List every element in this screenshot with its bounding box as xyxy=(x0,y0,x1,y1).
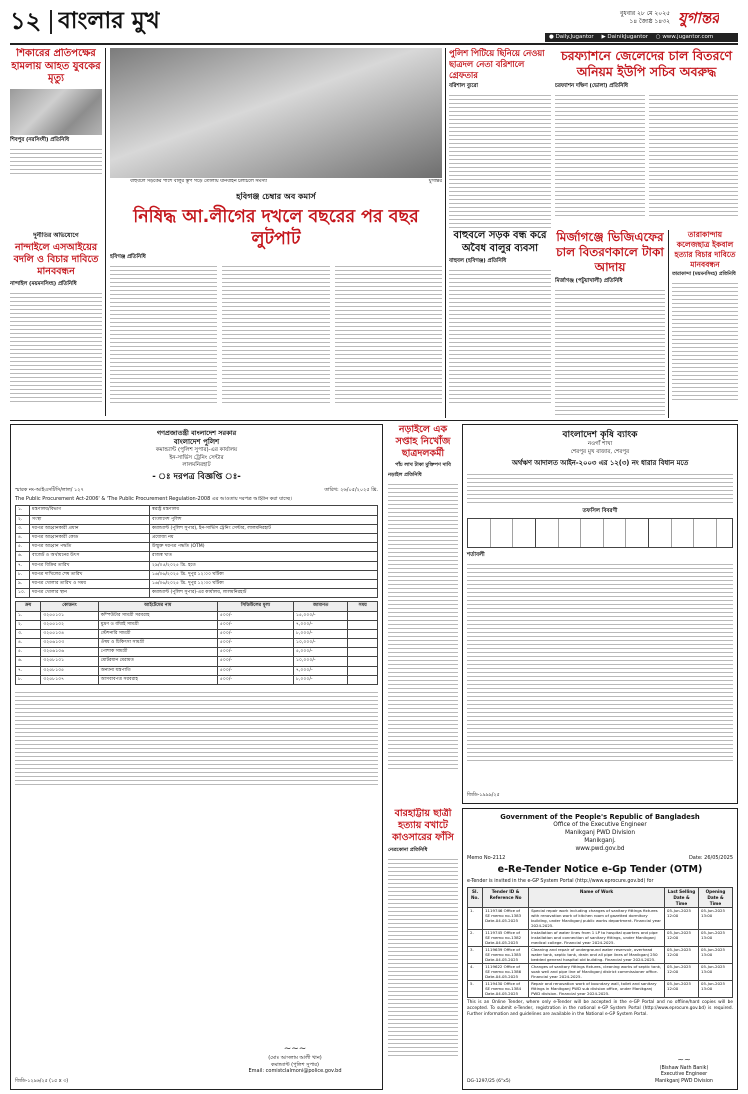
table-row xyxy=(16,589,378,598)
story-charfasson-byline: চরফ্যাশন দক্ষিণ (ভোলা) প্রতিনিধি xyxy=(555,83,628,89)
lead-body-col-2 xyxy=(222,263,329,403)
table-cell: ৩২৫৬১০৬ xyxy=(41,648,98,657)
ad-krishi-table xyxy=(467,518,733,548)
table-cell: কমান্ড্যান্ট (পুলিশ সুপার), ইন-সার্ভিস ট্রেনিং সেন্টার, লালমনিরহাট xyxy=(150,524,378,533)
ad-pwd-table xyxy=(467,887,733,998)
table-cell: 05-Jun-2025 12:00 xyxy=(665,908,699,930)
table-cell: 05-Jun-2025 13:00 xyxy=(699,981,733,998)
ad-police-memo: স্মারক নং-আইএসটিসি/লাল/ ১২৭ xyxy=(15,486,84,493)
table-cell: স্বরাষ্ট্র মন্ত্রণালয় xyxy=(150,506,378,515)
table-cell: Repair and renovation work of boundary wall, toilet and sanitary fittings in Manikganj PWD sub division office, under Manikganj PWD division. Financial year 2024-2025. xyxy=(529,981,665,998)
ad-police-org: বাংলাদেশ পুলিশ xyxy=(173,437,220,446)
story-bahubal xyxy=(449,230,551,418)
table-cell: ৮. xyxy=(16,675,41,684)
story-narail-byline: নড়াইল প্রতিনিধি xyxy=(388,471,422,478)
ad-police-title: - ঃ দরপত্র বিজ্ঞপ্তি ঃ- xyxy=(152,472,241,483)
table-cell: ৫০০/- xyxy=(217,648,293,657)
story-police-headline: পুলিশ পিটিয়ে ছিনিয়ে নেওয়া ছাত্রদল নেতা বরিশালে গ্রেফতার xyxy=(449,48,545,80)
table-row xyxy=(16,639,378,648)
ad-krishi-terms xyxy=(467,561,733,761)
table-cell: 1119639 Office of SE memo no-1385 Date-04.05.2025 xyxy=(483,947,529,964)
masthead-social-bar xyxy=(545,33,738,42)
table-cell: ৭,০০০/- xyxy=(293,666,348,675)
table-row xyxy=(16,534,378,543)
story-mirzaganj-body xyxy=(555,287,665,417)
lead-byline: হবিগঞ্জ প্রতিনিধি xyxy=(110,253,146,260)
youtube-icon[interactable]: ▶ xyxy=(601,34,606,40)
table-cell: ৫০০/- xyxy=(217,657,293,666)
mid-rule-2 xyxy=(668,230,669,418)
story-nandail-byline: নান্দাইল (ময়মনসিংহ) প্রতিনিধি xyxy=(10,281,77,288)
table-cell: ৮,০০০/- xyxy=(293,675,348,684)
table-header-row xyxy=(16,602,378,611)
table-cell xyxy=(348,648,378,657)
social-handle-2[interactable]: DainikJugantor xyxy=(607,34,648,40)
table-row xyxy=(16,611,378,620)
ad-police-district: লালমনিরহাট xyxy=(182,462,211,469)
table-cell: মন্ত্রণালয়/বিভাগ xyxy=(30,506,150,515)
lead-photo-caption: বাহুবলে সড়কের পাশে বালুর স্তূপ গড়ে তোলায় যানবাহন চলাচলে সমস্যা xyxy=(130,179,268,184)
story-nandail xyxy=(10,232,102,412)
table-cell: রাজস্ব খাত xyxy=(150,552,378,561)
date-line-2: ১৪ জ্যৈষ্ঠ ১৪৩২ xyxy=(629,18,670,25)
table-header-cell: কোডনং xyxy=(41,602,98,611)
table-cell: ৩. xyxy=(16,524,30,533)
table-row xyxy=(16,675,378,684)
table-cell: পোশাক সামগ্রী xyxy=(98,648,217,657)
ad-police-gov: গণপ্রজাতন্ত্রী বাংলাদেশ সরকার xyxy=(156,429,237,437)
table-cell: ৭. xyxy=(16,666,41,675)
table-cell: ২. xyxy=(16,620,41,629)
table-cell: দরপত্র দাখিলের শেষ তারিখ xyxy=(30,570,150,579)
table-cell: 1119622 Office of SE memo no-1386 Date-04.05.2025 xyxy=(483,964,529,981)
story-charfasson-body xyxy=(555,92,738,216)
story-police xyxy=(449,48,551,228)
table-cell: ৫০০/- xyxy=(217,675,293,684)
table-cell: কম্পিউটার সামগ্রী সরবরাহ xyxy=(98,611,217,620)
table-row xyxy=(16,570,378,579)
lead-kicker: হবিগঞ্জ চেম্বার অব কমার্স xyxy=(236,192,316,201)
story-charfasson-col-2 xyxy=(649,92,739,216)
table-cell: ৭,০০০/- xyxy=(293,620,348,629)
table-cell xyxy=(348,657,378,666)
ad-pwd-tender xyxy=(462,808,738,1090)
table-cell: প্রযোজ্য নয় xyxy=(150,534,378,543)
story-charfasson xyxy=(555,48,738,228)
story-tarakanda-headline: তারাকান্দায় কলেজছাত্র ইকবাল হত্যার বিচার দাবিতে মানববন্ধন xyxy=(674,230,736,269)
table-cell: অন্যান্য যন্ত্রপাতি xyxy=(98,666,217,675)
table-cell: ৫. xyxy=(16,543,30,552)
table-cell: ৮,০০০/- xyxy=(293,629,348,638)
table-cell: কমান্ড্যান্ট (পুলিশ সুপার)-এর কার্যালয়, লালমনিরহাট xyxy=(150,589,378,598)
table-header-cell: Opening Date & Time xyxy=(699,888,733,908)
left-column-rule xyxy=(105,48,106,416)
table-cell: বাজেট ও অর্থায়নের উৎস xyxy=(30,552,150,561)
table-cell: 05-Jun-2025 12:00 xyxy=(665,981,699,998)
table-cell: 05-Jun-2025 13:00 xyxy=(699,930,733,947)
table-cell: 05-Jun-2025 12:00 xyxy=(665,930,699,947)
story-barahatia-byline: নেত্রকোনা প্রতিনিধি xyxy=(388,847,428,853)
table-cell: ১০,০০০/- xyxy=(293,639,348,648)
story-barahatia xyxy=(388,808,458,1090)
table-cell: 5. xyxy=(468,981,483,998)
ad-police-email: Email: comistclalmoni@police.gov.bd xyxy=(248,1068,342,1075)
ad-pwd-division: Manikganj PWD Division xyxy=(564,829,636,836)
table-cell: 4. xyxy=(468,964,483,981)
table-cell: ৩২৫৫১০১ xyxy=(41,611,98,620)
table-cell: ৫. xyxy=(16,648,41,657)
table-cell: ৮. xyxy=(16,570,30,579)
story-tarakanda xyxy=(672,230,738,418)
table-cell xyxy=(348,675,378,684)
ad-pwd-signer-title: Executive Engineer xyxy=(660,1072,708,1078)
ad-krishi-sub1: নওগাঁ শাখা xyxy=(587,441,613,448)
table-cell: দরপত্র খোলার স্থান xyxy=(30,589,150,598)
table-cell: দরপত্র আহ্বান পদ্ধতি xyxy=(30,543,150,552)
jugantor-logo: যুগান্তর xyxy=(678,9,720,27)
table-cell: ৩২৫৫১০৪ xyxy=(41,629,98,638)
table-header-cell: Name of Work xyxy=(529,888,665,908)
ad-police-terms xyxy=(15,689,378,785)
table-header-cell: Last Selling Date & Time xyxy=(665,888,699,908)
table-cell xyxy=(348,639,378,648)
ad-police-tender xyxy=(10,424,383,1090)
ad-krishi-note: শর্তাবলী xyxy=(467,551,485,558)
table-cell: 2. xyxy=(468,930,483,947)
table-row xyxy=(16,657,378,666)
table-cell: দরপত্র বিক্রির তারিখ xyxy=(30,561,150,570)
table-header-cell: সময় xyxy=(348,602,378,611)
lead-photo xyxy=(110,48,442,188)
ad-krishi-table-title: তফসিল বিবরণী xyxy=(582,508,618,515)
table-row xyxy=(16,561,378,570)
table-cell: Cleaning and repair of underground water reservoir, overhead water tank, septic tank, drain and all pipe lines of Manikganj 250 bedded general hospital old building. Financial year 2024-2025. xyxy=(529,947,665,964)
story-hamla xyxy=(10,48,102,176)
ad-pwd-office: Office of the Executive Engineer xyxy=(553,822,647,829)
table-row xyxy=(468,947,733,964)
ad-krishi-title: বাংলাদেশ কৃষি ব্যাংক xyxy=(562,430,638,440)
table-cell: দরপত্র আহ্বানকারী প্রধান xyxy=(30,524,150,533)
facebook-icon[interactable]: ● xyxy=(549,34,554,40)
table-header-cell: আইটেমের নাম xyxy=(98,602,217,611)
story-bahubal-headline: বাহুবলে সড়ক বন্ধ করে অবৈধ বালুর ব্যবসা xyxy=(453,230,547,254)
table-cell: ৫০০/- xyxy=(217,639,293,648)
table-row xyxy=(16,666,378,675)
story-mirzaganj-headline: মির্জাগঞ্জে ভিজিএফের চাল বিতরণকালে টাকা আদায় xyxy=(556,230,664,274)
ad-pwd-web[interactable]: www.pwd.gov.bd xyxy=(575,845,625,852)
story-charfasson-col-1 xyxy=(555,92,645,216)
table-cell: ৭. xyxy=(16,561,30,570)
table-cell: ১৬/০৬/২০২৫ খ্রি. দুপুর ১২:০০ ঘটিকা xyxy=(150,570,378,579)
table-cell xyxy=(348,629,378,638)
table-row xyxy=(16,620,378,629)
ad-pwd-title: e-Re-Tender Notice e-Gp Tender (OTM) xyxy=(497,864,703,876)
table-cell: ৩২৫৬১০৩ xyxy=(41,639,98,648)
story-hamla-photo xyxy=(10,89,102,135)
story-narail-headline: নড়াইলে এক সপ্তাহ নিখোঁজ ছাত্রদলকর্মী xyxy=(395,424,451,459)
section-rule xyxy=(10,420,738,421)
ad-pwd-signer-place: Manikganj PWD Division xyxy=(655,1078,713,1084)
ad-krishi-intro xyxy=(467,471,733,505)
table-cell: ৩২৫৮১০১ xyxy=(41,657,98,666)
table-cell: 1. xyxy=(468,908,483,930)
story-nandail-body xyxy=(10,290,102,405)
social-handle-1[interactable]: Daily.Jugantor xyxy=(555,34,594,40)
story-police-body xyxy=(449,92,551,228)
table-row xyxy=(468,964,733,981)
table-header-cell: ক্রম xyxy=(16,602,41,611)
lead-body xyxy=(110,263,442,403)
ad-police-info-table xyxy=(15,505,378,598)
table-cell: আসবাবপত্র সরবরাহ xyxy=(98,675,217,684)
table-row xyxy=(16,543,378,552)
story-hamla-body xyxy=(10,146,102,176)
table-cell: ৬. xyxy=(16,552,30,561)
ad-police-items-table xyxy=(15,601,378,685)
table-row xyxy=(16,579,378,588)
page-number: ১২ xyxy=(10,7,42,35)
table-cell: ৫০০/- xyxy=(217,611,293,620)
masthead-rule xyxy=(10,43,738,45)
table-row xyxy=(468,981,733,998)
table-cell: ৫০০/- xyxy=(217,666,293,675)
table-cell: 3. xyxy=(468,947,483,964)
ad-krishi-sub2: শেরপুর মুখ বাজার, শেরপুর xyxy=(570,448,630,455)
table-header-cell: Tender ID & Reference No xyxy=(483,888,529,908)
ad-krishi-ref: জিডি-১৯৯৯/২৫ xyxy=(467,792,500,798)
table-cell: ১৬/০৬/২০২৫ খ্রি. দুপুর ১২:৩০ ঘটিকা xyxy=(150,579,378,588)
table-row xyxy=(16,506,378,515)
table-cell: ৫০০/- xyxy=(217,629,293,638)
table-row xyxy=(468,908,733,930)
story-narail xyxy=(388,424,458,804)
table-cell: স্টেশনারি সামগ্রী xyxy=(98,629,217,638)
ad-pwd-footer: This is an Online Tender, where only e-Tender will be accepted in the e-GP Portal and no offline/hard copies will be accepted. To submit e-Tender, registration in the national e-GP System Portal (http://www.eprocure.gov.bd) is required. Further information and guidelines are available in the National e-GP System Portal. xyxy=(467,1000,733,1018)
ad-krishi-heading: অর্থঋণ আদালত আইন-২০০৩ এর ১২(৩) নং ধারার বিধান মতে xyxy=(511,458,689,467)
table-cell xyxy=(348,666,378,675)
table-cell: ১০,০০০/- xyxy=(293,657,348,666)
lead-body-col-3 xyxy=(335,263,442,403)
ad-pwd-memo: Memo No-2112 xyxy=(467,855,506,862)
globe-icon[interactable]: ○ xyxy=(655,34,661,40)
table-cell: Changes of sanitary fittings fixtures, cleaning works of septic tank, soak well and pipe line of Manikganj district commissioner office. Financial year 2024-2025. xyxy=(529,964,665,981)
lead-photo-credit: যুগান্তর xyxy=(428,179,442,184)
table-row xyxy=(16,648,378,657)
ad-pwd-gov: Government of the People's Republic of Bangladesh xyxy=(500,813,700,821)
story-hamla-byline: শিবপুর (নরসিংদী) প্রতিনিধি xyxy=(10,136,69,143)
story-tarakanda-byline: তারাকান্দা (ময়মনসিংহ) প্রতিনিধি xyxy=(672,272,736,277)
table-cell: ঔষধ ও চিকিৎসা সামগ্রী xyxy=(98,639,217,648)
story-hamla-headline: শিকারের প্রতিপক্ষের হামলায় আহত যুবকের মৃত্যু xyxy=(11,48,101,84)
table-cell: ৩২৫৮১০৫ xyxy=(41,666,98,675)
table-cell: ১০. xyxy=(16,589,30,598)
ad-krishi-bank xyxy=(462,424,738,804)
table-cell: ২৯/০৫/২০২৫ খ্রি. হতে xyxy=(150,561,378,570)
table-row xyxy=(16,629,378,638)
table-row xyxy=(468,930,733,947)
table-cell: ১. xyxy=(16,506,30,515)
table-cell: 05-Jun-2025 12:00 xyxy=(665,964,699,981)
table-cell: 05-Jun-2025 13:00 xyxy=(699,908,733,930)
story-barahatia-body xyxy=(388,856,458,1056)
ad-police-date: তারিখ: ২৬/০৫/২০২৫ খ্রি. xyxy=(324,486,378,493)
lead-story xyxy=(110,192,442,418)
table-cell: ৩২৫৫১০২ xyxy=(41,620,98,629)
ad-pwd-signature xyxy=(639,1055,729,1085)
table-cell: মুদ্রণ ও বাঁধাই সামগ্রী xyxy=(98,620,217,629)
story-bahubal-body xyxy=(449,267,551,403)
table-cell: উন্মুক্ত দরপত্র পদ্ধতি (OTM) xyxy=(150,543,378,552)
table-cell: 1119745 Office of SE memo no-1382 Date-04.05.2025 xyxy=(483,930,529,947)
table-cell: ৯. xyxy=(16,579,30,588)
story-narail-body xyxy=(388,481,458,771)
ad-pwd-memo-row xyxy=(467,855,733,862)
website-link[interactable]: www.jugantor.com xyxy=(662,34,714,40)
table-cell: 05-Jun-2025 13:00 xyxy=(699,947,733,964)
table-cell: মোটরযান মেরামত xyxy=(98,657,217,666)
masthead-divider xyxy=(50,10,52,34)
table-cell: ৫,০০০/- xyxy=(293,648,348,657)
table-header-cell: জামানত xyxy=(293,602,348,611)
table-header-cell: সিডিউলের মূল্য xyxy=(217,602,293,611)
story-mirzaganj xyxy=(555,230,665,418)
story-police-byline: বরিশাল ব্যুরো xyxy=(449,83,478,89)
table-row xyxy=(16,515,378,524)
lead-photo-image xyxy=(110,48,442,178)
table-cell: সংস্থা xyxy=(30,515,150,524)
ad-pwd-ref: DG-1297/25 (6"x5) xyxy=(467,1078,511,1084)
date-line-1: বুধবার ২৮ মে ২০২৫ xyxy=(620,10,670,17)
story-charfasson-headline: চরফ্যাশনে জেলেদের চাল বিতরণে অনিয়ম ইউপি সচিব অবরুদ্ধ xyxy=(560,48,733,79)
table-cell: ২. xyxy=(16,515,30,524)
ad-police-memo-row xyxy=(15,487,378,494)
table-cell: ৩. xyxy=(16,629,41,638)
table-cell: ৫০০/- xyxy=(217,620,293,629)
ad-police-signer: (মোঃ আসলাম আলী খান) xyxy=(268,1054,322,1061)
table-cell: ৪. xyxy=(16,639,41,648)
table-row xyxy=(16,552,378,561)
ad-police-signer-title: কমান্ড্যান্ট (পুলিশ সুপার) xyxy=(270,1061,320,1068)
table-cell: Special repair work including changes of sanitary fittings fixtures with renovation work of kitchen room of gazetted dormitory building, under Manikganj public works department. Financial year 2024-2025. xyxy=(529,908,665,930)
table-cell: বাংলাদেশ পুলিশ xyxy=(150,515,378,524)
table-cell xyxy=(348,611,378,620)
table-cell: দরপত্র খোলার তারিখ ও সময় xyxy=(30,579,150,588)
table-cell: 1119430 Office of SE memo no-1384 Date-04.05.2025 xyxy=(483,981,529,998)
lead-headline: নিষিদ্ধ আ.লীগের দখলে বছরের পর বছর লুটপাট xyxy=(133,206,419,249)
table-cell xyxy=(348,620,378,629)
story-narail-sub: পাঁচ লাখ টাকা মুক্তিপণ দাবি xyxy=(395,462,451,468)
ad-pwd-intro: e-Tender is invited in the e-GP System Portal (http://www.eprocure.gov.bd) for xyxy=(467,878,654,884)
lead-body-col-1 xyxy=(110,263,217,403)
table-row xyxy=(16,524,378,533)
story-nandail-kicker: দুর্নীতির অভিযোগে xyxy=(33,232,79,239)
table-cell: 05-Jun-2025 12:00 xyxy=(665,947,699,964)
story-mirzaganj-byline: মির্জাগঞ্জ (পটুয়াখালী) প্রতিনিধি xyxy=(555,278,623,284)
table-header-cell: Sl. No. xyxy=(468,888,483,908)
ad-police-office2: ইন-সার্ভিস ট্রেনিং সেন্টার xyxy=(169,454,224,461)
table-cell: দরপত্র আহ্বানকারী কোড xyxy=(30,534,150,543)
story-tarakanda-body xyxy=(672,280,738,400)
ad-police-office: কমান্ড্যান্ট (পুলিশ সুপার)-এর কার্যালয় xyxy=(155,447,238,454)
table-cell: ৪. xyxy=(16,534,30,543)
ad-police-ref: জিডি-১২৯৬/২৫ (১৫ x ৩) xyxy=(15,1078,69,1084)
story-bahubal-byline: বাহুবল (হবিগঞ্জ) প্রতিনিধি xyxy=(449,258,507,264)
section-title: বাংলার মুখ xyxy=(58,8,160,34)
table-cell: ১. xyxy=(16,611,41,620)
table-cell: 1119746 Office of SE memo no-1383 Date-04.05.2025 xyxy=(483,908,529,930)
ad-police-signature xyxy=(220,1043,370,1075)
ad-pwd-date: Date: 26/05/2025 xyxy=(688,855,733,862)
signature-mark: ~~~ xyxy=(283,1043,307,1054)
story-barahatia-headline: বারহাট্টায় ছাত্রী হত্যায় বখাটে কাওসারের ফাঁসি xyxy=(392,808,454,843)
table-cell: ১৫,০০০/- xyxy=(293,611,348,620)
table-cell: ৩২৫৮১০৭ xyxy=(41,675,98,684)
pwd-signature-mark: ~~ xyxy=(677,1054,691,1064)
table-cell: ৬. xyxy=(16,657,41,666)
table-header-row xyxy=(468,888,733,908)
ad-police-intro: The Public Procurement Act-2006' & 'The Public Procurement Regulation-2008 এর আওতায় দরপত্র আহ্বান করা যাচ্ছে। xyxy=(15,495,292,502)
table-cell: 05-Jun-2025 13:00 xyxy=(699,964,733,981)
story-nandail-headline: নান্দাইলে এসআইয়ের বদলি ও বিচার দাবিতে মানববন্ধন xyxy=(13,242,99,278)
ad-pwd-signer: (Bishaw Nath Banik) xyxy=(659,1065,709,1071)
mid-rule-1 xyxy=(445,48,446,418)
ad-pwd-place: Manikganj. xyxy=(584,837,616,844)
table-cell: Installation of water lines from 1 LP to hospital quarters and pipe installation and connection of sanitary fittings, under Manikganj medical college. Financial year 2024-2025. xyxy=(529,930,665,947)
